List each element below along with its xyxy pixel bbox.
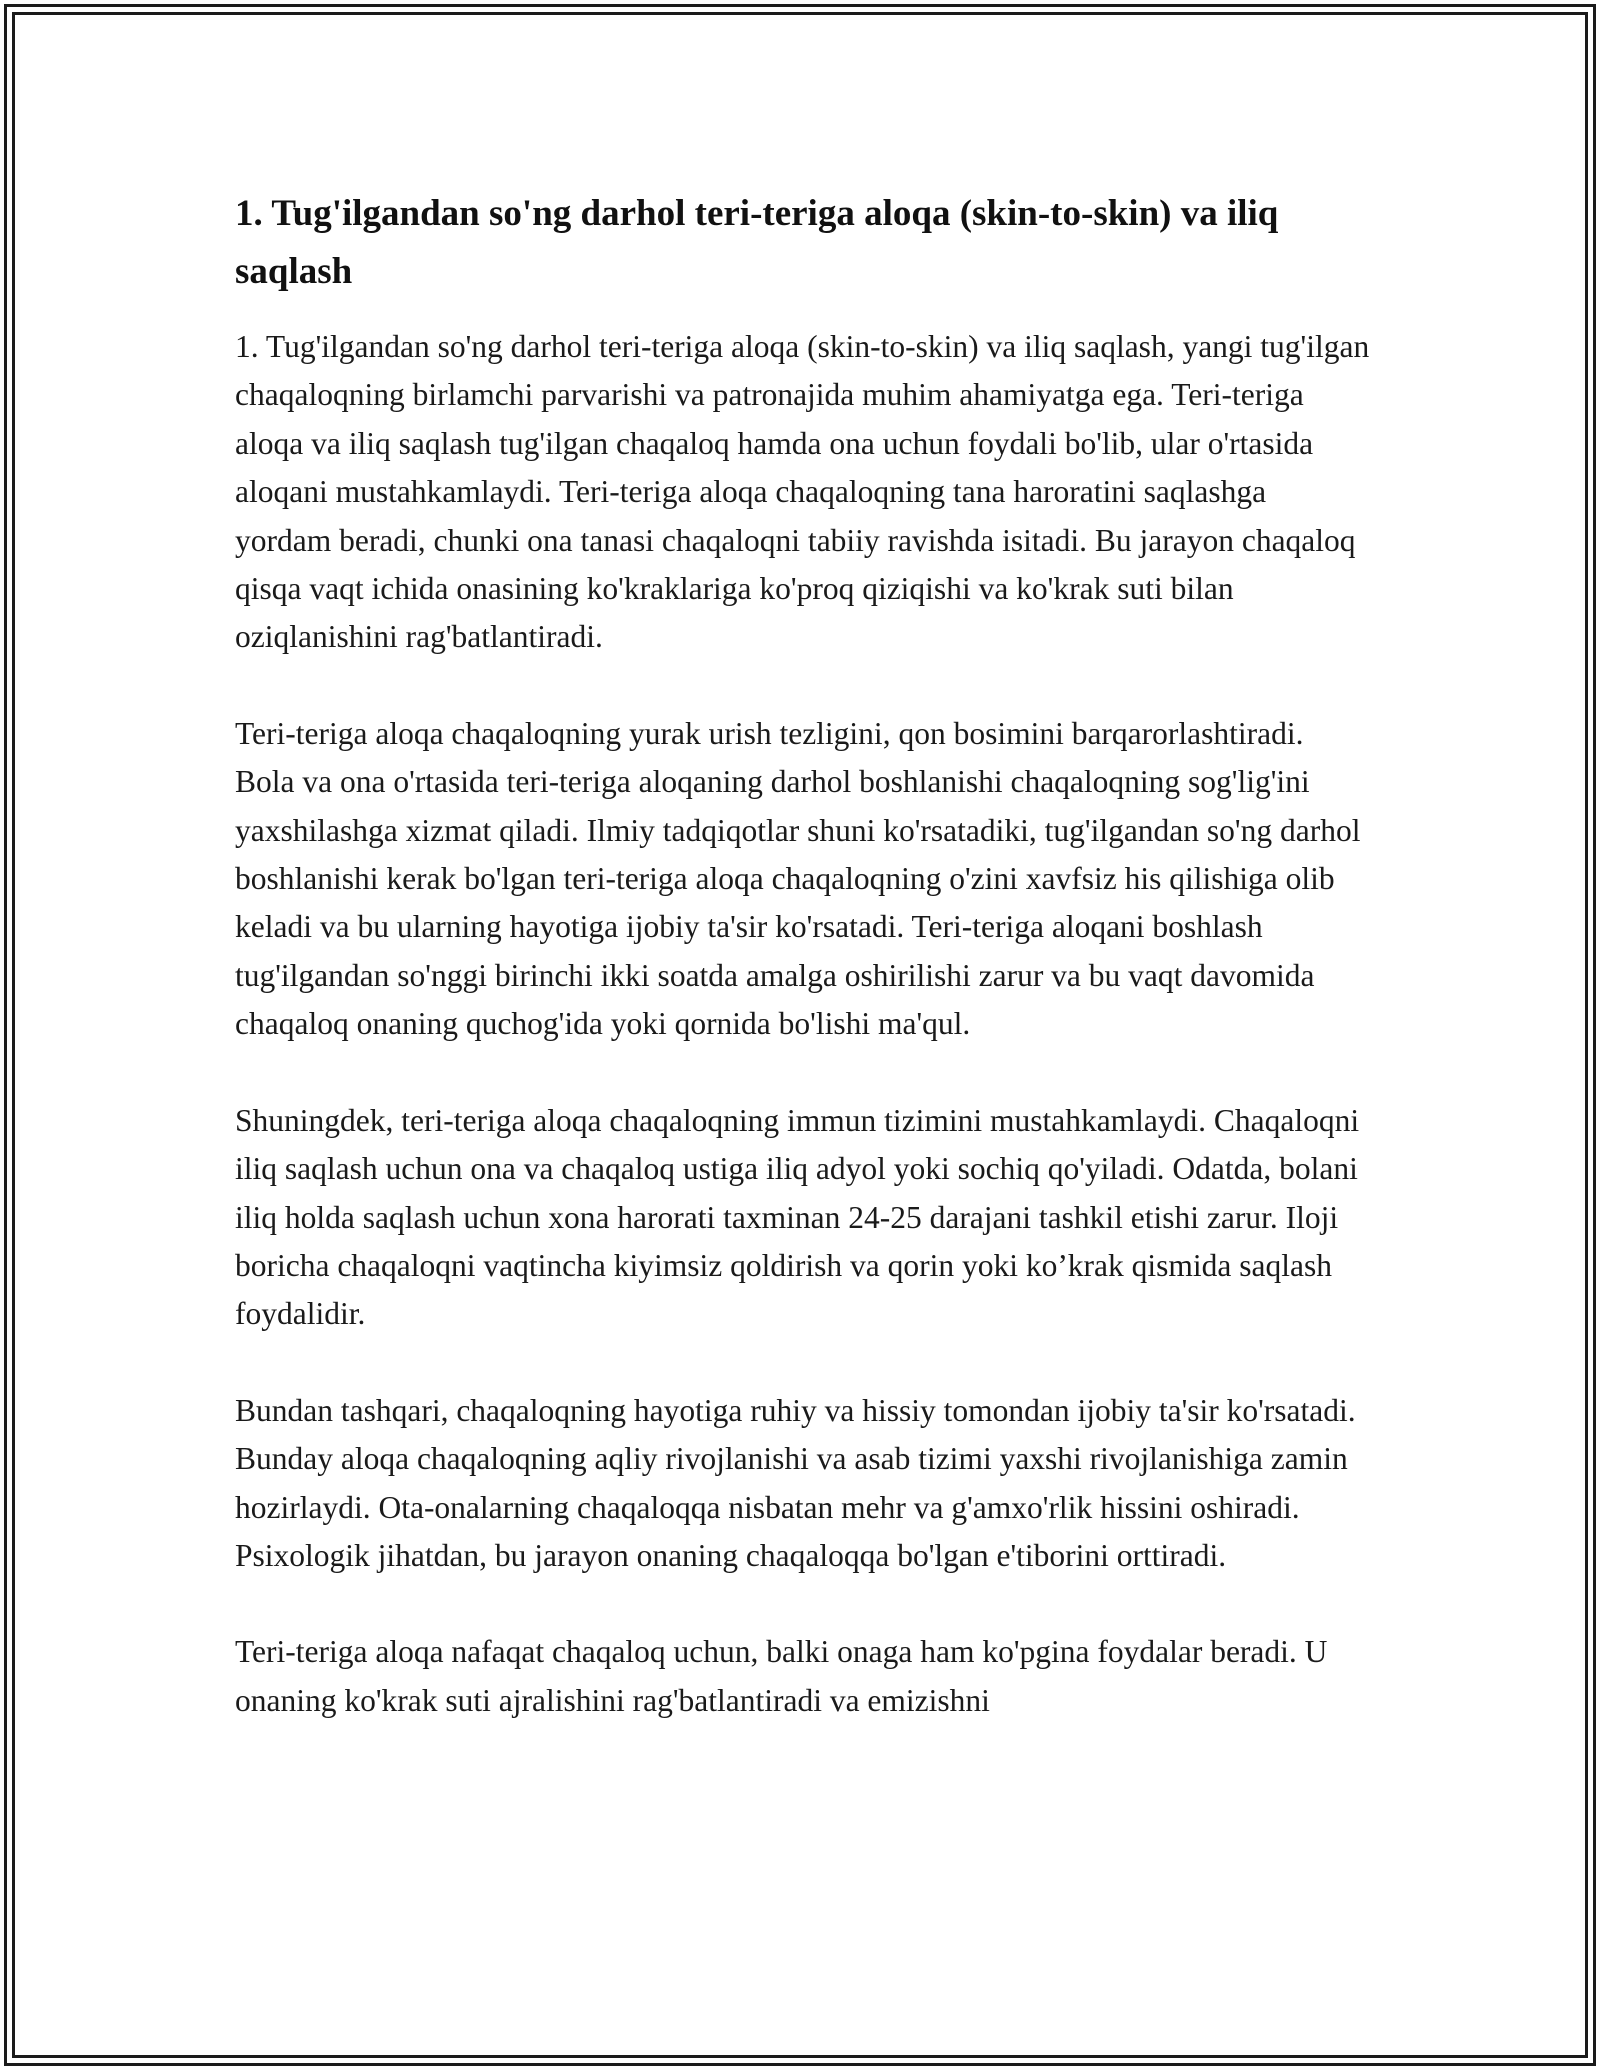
document-body [235,185,1370,1725]
paragraph-2: Teri-teriga aloqa chaqaloqning yurak urish tezligini, qon bosimini barqarorlashtiradi. Bola va ona o'rtasida teri-teriga aloqaning darhol boshlanishi chaqaloqning sog'lig'ini yaxshilashga xizmat qiladi. Ilmiy tadqiqotlar shuni ko'rsatadiki, tug'ilgandan so'ng darhol boshlanishi kerak bo'lgan teri-teriga aloqa chaqaloqning o'zini xavfsiz his qilishiga olib keladi va bu ularning hayotiga ijobiy ta'sir ko'rsatadi. Teri-teriga aloqani boshlash tug'ilgandan so'nggi birinchi ikki soatda amalga oshirilishi zarur va bu vaqt davomida chaqaloq onaning quchog'ida yoki qornida bo'lishi ma'qul. [235,715,1361,1042]
paragraph-1: 1. Tug'ilgandan so'ng darhol teri-teriga aloqa (skin-to-skin) va iliq saqlash, yangi tug'ilgan chaqaloqning birlamchi parvarishi va patronajida muhim ahamiyatga ega. Teri-teriga aloqa va iliq saqlash tug'ilgan chaqaloq hamda ona uchun foydali bo'lib, ular o'rtasida aloqani mustahkamlaydi. Teri-teriga aloqa chaqaloqning tana haroratini saqlashga yordam beradi, chunki ona tanasi chaqaloqni tabiiy ravishda isitadi. Bu jarayon chaqaloq qisqa vaqt ichida onasining ko'kraklariga ko'proq qiziqishi va ko'krak suti bilan oziqlanishini rag'batlantiradi. [235,329,1370,655]
paragraph-3: Shuningdek, teri-teriga aloqa chaqaloqning immun tizimini mustahkamlaydi. Chaqaloqni iliq saqlash uchun ona va chaqaloq ustiga iliq adyol yoki sochiq qo'yiladi. Odatda, bolani iliq holda saqlash uchun xona harorati taxminan 24-25 darajani tashkil etishi zarur. Iloji boricha chaqaloqni vaqtincha kiyimsiz qoldirish va qorin yoki ko’krak qismida saqlash foydalidir. [235,1102,1360,1332]
paragraph-4: Bundan tashqari, chaqaloqning hayotiga ruhiy va hissiy tomondan ijobiy ta'sir ko'rsatadi. Bunday aloqa chaqaloqning aqliy rivojlanishi va asab tizimi yaxshi rivojlanishiga zamin hozirlaydi. Ota-onalarning chaqaloqqa nisbatan mehr va g'amxo'rlik hissini oshiradi. Psixologik jihatdan, bu jarayon onaning chaqaloqqa bo'lgan e'tiborini orttiradi. [235,1392,1356,1573]
section-heading: 1. Tug'ilgandan so'ng darhol teri-teriga aloqa (skin-to-skin) va iliq saqlash [235,193,1279,292]
paragraph-5: Teri-teriga aloqa nafaqat chaqaloq uchun, balki onaga ham ko'pgina foydalar beradi. U onaning ko'krak suti ajralishini rag'batlantiradi va emizishni [235,1634,1328,1718]
